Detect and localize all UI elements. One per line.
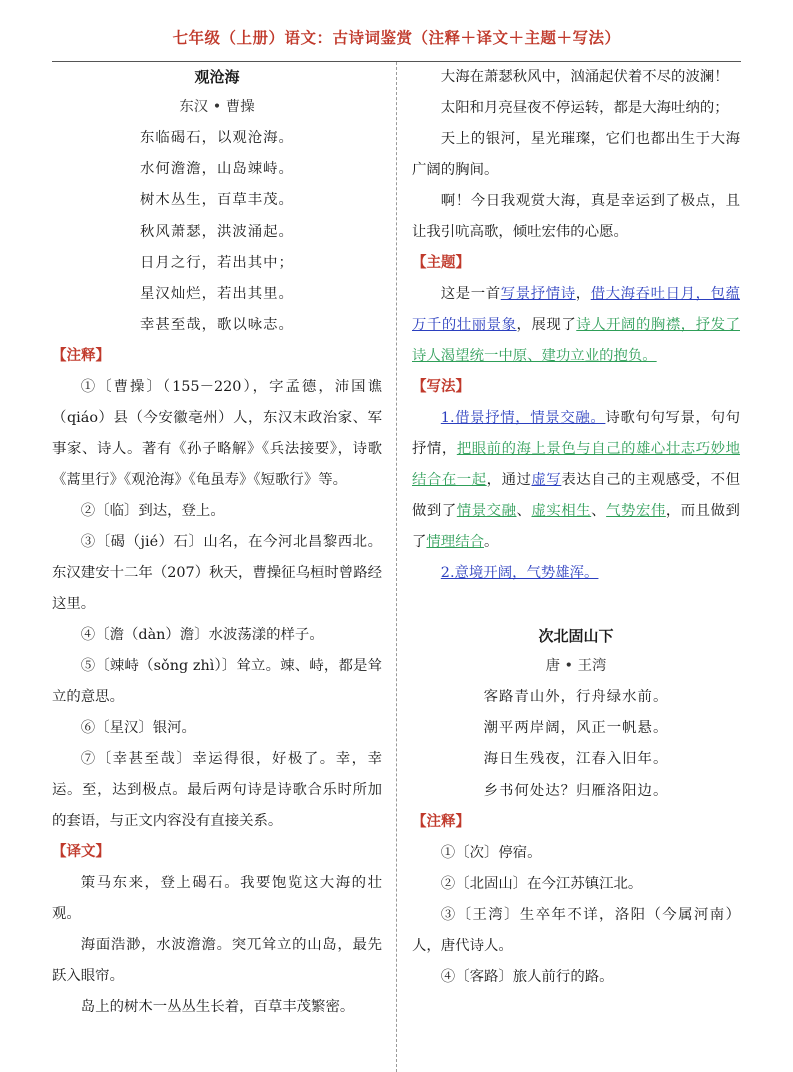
theme-paragraph [412,279,740,372]
poem-line: 秋风萧瑟，洪波涌起。 [140,223,294,240]
poem-title: 次北固山下 [538,627,614,645]
note-item: ③〔碣（jié）石〕山名，在今河北昌黎西北。东汉建安十二年（207）秋天，曹操征乌桓时曾路经这里。 [52,534,382,613]
note-item: ⑤〔竦峙（sǒng zhì）〕耸立。竦、峙，都是耸立的意思。 [52,658,382,706]
notes-heading: 【注释】 [412,813,470,830]
note-item: ④〔客路〕旅人前行的路。 [440,968,614,985]
poem-line: 潮平两岸阔，风正一帆悬。 [483,720,669,737]
note-item: ⑥〔星汉〕银河。 [80,720,196,737]
method-text: 诗歌句句写景，句句抒情， [412,410,740,457]
method-highlight: 虚实相生 [531,503,592,519]
method-highlight: 情景交融 [456,503,517,519]
method-heading: 【写法】 [412,379,470,395]
method-text: ，而且做到了 [412,503,740,550]
notes-heading: 【注释】 [52,348,110,365]
method-highlight: 情理结合 [426,534,484,550]
poem-title: 观沧海 [194,68,240,86]
poem-line: 日月之行，若出其中； [140,254,294,271]
poem-line: 乡书何处达？归雁洛阳边。 [483,782,669,799]
poem-line: 东临碣石，以观沧海。 [140,130,294,146]
translation-paragraph: 天上的银河，星光璀璨，它们也都出生于大海广阔的胸间。 [412,131,740,178]
column-divider [396,62,397,1072]
method-text: 、 [516,503,532,519]
method-text: 。 [483,534,499,550]
theme-highlight: 诗人开阔的胸襟，抒发了诗人渴望统一中原、建功立业的抱负。 [412,317,740,364]
method-paragraph [412,558,740,589]
note-item: ①〔次〕停宿。 [440,844,542,861]
poem-line: 星汉灿烂，若出其里。 [140,286,294,303]
left-column [52,62,382,1023]
note-item: ④〔澹（dàn）澹〕水波荡漾的样子。 [80,627,324,644]
translation-paragraph: 太阳和月亮昼夜不停运转，都是大海吐纳的； [440,100,729,116]
poem-line: 水何澹澹，山岛竦峙。 [140,161,294,178]
translation-paragraph: 大海在萧瑟秋风中，汹涌起伏着不尽的波澜！ [440,69,729,85]
note-item: ③〔王湾〕生卒年不详，洛阳（今属河南）人，唐代诗人。 [412,906,740,954]
theme-text: ，展现了 [516,317,577,333]
translation-paragraph: 海面浩渺，水波澹澹。突兀耸立的山岛，最先跃入眼帘。 [52,937,382,985]
theme-text: 这是一首 [440,286,501,302]
method-highlight: 把眼前的海上景色与自己的雄心壮志巧妙地结合在一起 [412,441,740,488]
method-paragraph [412,403,740,558]
poem-line: 幸甚至哉，歌以咏志。 [140,317,294,334]
method-text: 、 [591,503,607,519]
poem-author: 东汉 • 曹操 [179,99,255,115]
translation-heading: 【译文】 [52,844,110,861]
note-item: ②〔北固山〕在今江苏镇江北。 [440,875,643,892]
theme-highlight: 写景抒情诗 [500,286,576,302]
poem-line: 海日生残夜，江春入旧年。 [483,751,669,768]
method-highlight: 气势宏伟 [606,503,666,519]
note-item: ②〔临〕到达，登上。 [80,503,225,520]
method-text: 表达自己的主观感受，不但做到了 [412,472,740,519]
theme-heading: 【主题】 [412,255,470,271]
theme-highlight: 借大海吞吐日月，包蕴万千的壮丽景象 [412,286,740,333]
page-header: 七年级（上册）语文：古诗词鉴赏（注释＋译文＋主题＋写法） [172,29,621,47]
method-point: 1.借景抒情，情景交融。 [440,410,606,426]
translation-paragraph: 岛上的树木一丛丛生长着，百草丰茂繁密。 [80,999,355,1016]
method-point: 2.意境开阔，气势雄浑。 [440,565,599,581]
poem-line: 树木丛生，百草丰茂。 [140,192,294,209]
spacer [412,589,740,621]
right-column [412,62,740,993]
poem-author: 唐 • 王湾 [545,658,607,674]
poem-line: 客路青山外，行舟绿水前。 [483,689,669,705]
translation-paragraph: 啊！今日我观赏大海，真是幸运到了极点，且让我引吭高歌，倾吐宏伟的心愿。 [412,193,740,240]
note-item: ⑦〔幸甚至哉〕幸运得很，好极了。幸，幸运。至，达到极点。最后两句诗是诗歌合乐时所加的套语，与正文内容没有直接关系。 [52,751,382,830]
method-text: ，通过 [486,472,532,488]
note-item: ①〔曹操〕（155－220），字孟德，沛国谯（qiáo）县（今安徽亳州）人，东汉末政治家、军事家、诗人。著有《孙子略解》《兵法接要》，诗歌《蒿里行》《观沧海》《龟虽寿》《短歌行》等。 [52,379,382,489]
translation-paragraph: 策马东来，登上碣石。我要饱览这大海的壮观。 [52,875,382,923]
theme-text: ， [575,286,591,302]
method-highlight: 虚写 [531,472,562,488]
